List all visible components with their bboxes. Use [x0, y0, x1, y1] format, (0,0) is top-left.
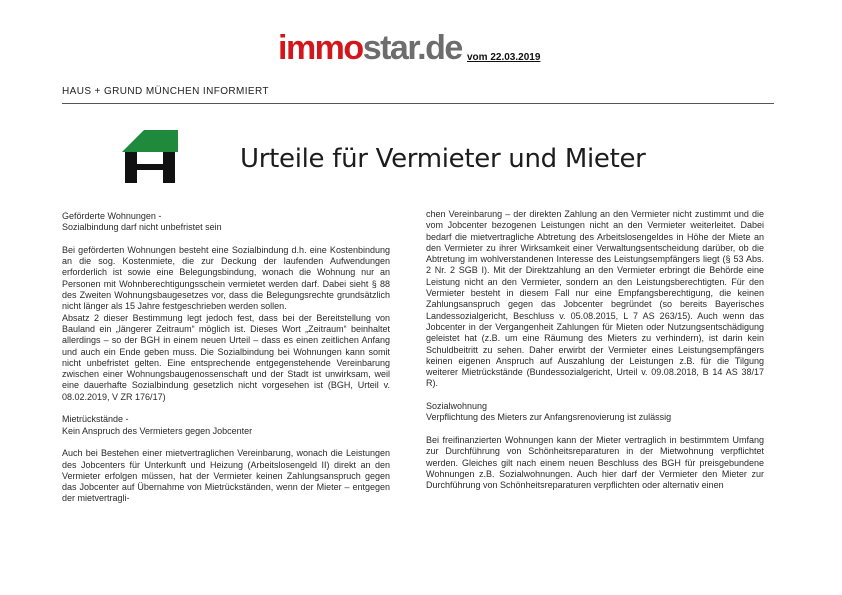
organization-header: HAUS + GRUND MÜNCHEN INFORMIERT — [62, 86, 269, 97]
section-heading — [62, 211, 390, 234]
paragraph: Absatz 2 dieser Bestimmung legt jedoch fest, dass bei der Bereitstellung von Bauland ein „längerer Zeitraum“ möglich ist. Dieses Wort „Zeitraum“ beinhaltet allerdings – so der BGH in einem neuen Urteil – dass es einen zeitlichen Anfang und auch ein Ende geben muss. Die Sozialbindung bei Wohnungen kann somit nicht unbefristet gelten. Eine entsprechende entgegenstehende Vereinbarung zwischen einer Wohnungsbaugenossenschaft und der Stadt ist unwirksam, weil eine dauerhafte Sozialbindung gesetzlich nicht vorgesehen ist (BGH, Urteil v. 08.02.2019, V ZR 176/17) — [62, 312, 390, 402]
section-subtitle: Verpflichtung des Mieters zur Anfangsrenovierung ist zulässig — [426, 412, 672, 423]
section-heading — [62, 414, 390, 437]
right-column — [426, 209, 764, 503]
paragraph: Auch bei Bestehen einer mietvertraglichen Vereinbarung, wonach die Leistungen des Jobcenters für Unterkunft und Heizung (Arbeitslosengeld II) direkt an den Vermieter erfolgen müssen, hat der Vermieter keinen Zahlungsanspruch gegen das Jobcenter auf Übernahme von Mietrückständen, wenn der Mieter – entgegen der mietvertragli- — [62, 448, 390, 504]
paragraph: Bei geförderten Wohnungen besteht eine Sozialbindung d.h. eine Kostenbindung an die sog. Kostenmiete, die zur Deckung der laufenden Aufwendungen erforderlich ist sowie eine Belegungsbindung, wonach die Wohnung nur an Personen mit Wohnberechtigungsschein vermietet werden darf. Dabei sieht § 88 des Zweiten Wohnungsbaugesetzes vor, dass die Belegungsrechte grundsätzlich nicht länger als 15 Jahre festgeschrieben werden sollen. — [62, 244, 390, 312]
section-title: Sozialwohnung — [426, 401, 488, 412]
page-headline: Urteile für Vermieter und Mieter — [240, 144, 646, 174]
section-subtitle: Sozialbindung darf nicht unbefristet sein — [62, 222, 222, 233]
paragraph: Bei freifinanzierten Wohnungen kann der Mieter vertraglich in bestimmtem Umfang zur Durchführung von Schönheitsreparaturen in der Mietwohnung verpflichtet werden. Gleiches gilt nach einem neuen Beschluss des BGH für preisgebundene Wohnungen z.B. Sozialwohnungen. Auch hier darf der Vermieter den Mieter zur Durchführung von Schönheitsreparaturen verpflichten oder alternativ einen — [426, 434, 764, 491]
logo-part-immo: immo — [278, 29, 363, 67]
section-title: Geförderte Wohnungen - — [62, 211, 162, 221]
left-column — [62, 211, 390, 516]
section-subtitle: Kein Anspruch des Vermieters gegen Jobcenter — [62, 425, 253, 436]
logo-part-star-de: star.de — [362, 29, 462, 67]
section-heading — [426, 401, 764, 424]
header-divider — [62, 103, 774, 104]
paragraph: chen Vereinbarung – der direkten Zahlung an den Vermieter nicht zustimmt und die vom Jobcenter bezogenen Leistungen nicht an den Vermieter weiterleitet. Dabei bedarf die mietvertragliche Abtretung des Arbeitslosengeldes in Höhe der Miete an den Vermieter zu ihrer Wirksamkeit einer Verwaltungsentscheidung darüber, ob die Abtretung im wohlverstandenen Interesse des Leistungsempfängers liegt (§ 53 Abs. 2 Nr. 2 SGB I). Mit der Direktzahlung an den Vermieter erbringt die Behörde eine Leistung nicht an den Vermieter, sondern an den Leistungsberechtigten. Für den Vermieter besteht in diesem Fall nur eine Empfangsberechtigung, die keinen Zahlungsanspruch gegen das Jobcenter begründet (so bereits Bayerisches Landessozialgericht, Beschluss v. 05.08.2015, L 7 AS 263/15). Auch wenn das Jobcenter in der Vergangenheit Zahlungen für Mieten oder Nutzungsentschädigung geleistet hat (z.B. um eine Räumung des Mieters zu verhindern), ist darin kein Schuldbeitritt zu sehen. Daher erwirbt der Vermieter eines Leistungsempfängers keinen eigenen Anspruch auf Auszahlung der Leistungen z.B. für die Tilgung weiterer Mietrückstände (Bundessozialgericht, Urteil v. 09.08.2018, B 14 AS 38/17 R). — [426, 209, 764, 389]
immostar-logo — [278, 28, 462, 68]
section-title: Mietrückstände - — [62, 414, 129, 425]
haus-und-grund-logo-icon — [122, 130, 178, 189]
publication-date: vom 22.03.2019 — [467, 52, 541, 63]
